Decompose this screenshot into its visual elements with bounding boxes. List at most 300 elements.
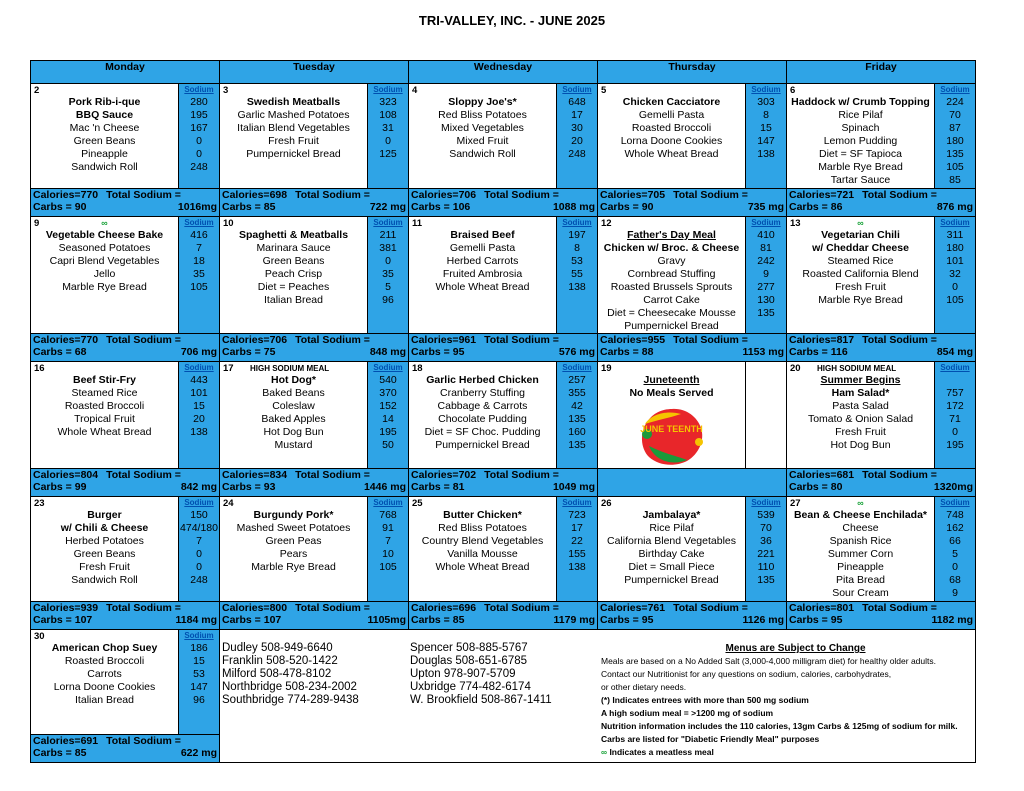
menu-item: Chicken Cacciatore: [622, 96, 721, 108]
carbs-label: Carbs =: [33, 481, 72, 493]
carbs-value: 88: [641, 346, 654, 358]
sodium-value: 15: [193, 400, 205, 412]
sodium-values: [746, 96, 786, 161]
sodium-value: 138: [568, 561, 586, 573]
sodium-value: 135: [568, 413, 586, 425]
juneteenth-logo-text: JUNE TEENTH: [640, 424, 703, 434]
carbs-label: Carbs =: [600, 201, 639, 213]
nutrition-footer: [220, 469, 409, 497]
menu-item: Roasted Brussels Sprouts: [610, 281, 733, 293]
meatless-icon: ∞: [857, 218, 864, 228]
carbs-label: Carbs =: [411, 481, 450, 493]
sodium-column: [935, 497, 976, 602]
sodium-label: Sodium: [940, 218, 970, 227]
sodium-value: 0: [196, 135, 202, 147]
high-sodium-note: HIGH SODIUM MEAL: [817, 364, 897, 373]
menu-item: Tropical Fruit: [74, 413, 135, 425]
total-sodium-value: 1088 mg: [552, 201, 595, 213]
calories-label: Calories=: [33, 735, 81, 747]
total-sodium-label: Total Sodium =: [106, 735, 181, 747]
total-sodium-label: Total Sodium =: [862, 602, 937, 614]
menu-item: Steamed Rice: [827, 255, 894, 267]
day-menu: [31, 217, 179, 334]
contact: W. Brookfield 508-867-1411: [410, 694, 552, 706]
menu-item: Lemon Pudding: [823, 135, 898, 147]
total-sodium-value: 1153 mg: [742, 346, 784, 358]
sodium-value: 7: [196, 535, 202, 547]
menu-item: Gemelli Pasta: [638, 109, 705, 121]
total-sodium-label: Total Sodium =: [295, 189, 370, 201]
carbs-value: 95: [452, 346, 465, 358]
sodium-value: 101: [946, 255, 964, 267]
sodium-value: 32: [949, 268, 961, 280]
total-sodium-value: 1320mg: [933, 481, 973, 493]
sodium-value: 9: [763, 268, 769, 280]
menu-items: [31, 362, 178, 439]
sodium-value: 186: [190, 642, 208, 654]
contact: Franklin 508-520-1422: [222, 655, 338, 667]
sodium-value: 50: [382, 439, 394, 451]
menu-items: [31, 217, 178, 294]
day-menu: [409, 84, 557, 189]
high-sodium-note: HIGH SODIUM MEAL: [250, 364, 330, 373]
menu-item: Pineapple: [81, 148, 128, 160]
day-header: Friday: [787, 61, 976, 84]
sodium-value: 10: [382, 548, 394, 560]
calories-label: Calories=: [33, 334, 81, 346]
menu-item: Spaghetti & Meatballs: [238, 229, 349, 241]
calories-value: 834: [269, 469, 288, 481]
menu-item: Sour Cream: [832, 587, 889, 599]
menu-item: Hot Dog Bun: [830, 439, 891, 451]
menu-item: Herbed Carrots: [446, 255, 519, 267]
day-menu: [787, 84, 935, 189]
total-sodium-label: Total Sodium =: [106, 189, 181, 201]
notes-line: Carbs are listed for "Diabetic Friendly Meal" purposes: [601, 734, 820, 744]
menu-item: Green Beans: [73, 548, 136, 560]
sodium-value: 15: [760, 122, 772, 134]
sodium-value: 9: [952, 587, 958, 599]
menu-item: Pork Rib-i-que: [68, 96, 141, 108]
sodium-label: Sodium: [373, 498, 403, 507]
calories-label: Calories=: [600, 189, 648, 201]
menu-item: Tartar Sauce: [830, 174, 891, 186]
day-menu: [31, 84, 179, 189]
meatless-icon: ∞: [857, 498, 864, 508]
sodium-label: Sodium: [562, 218, 592, 227]
menu-item: Cheese: [842, 522, 879, 534]
total-sodium-value: 722 mg: [369, 201, 406, 213]
week-row: [31, 497, 976, 602]
calories-label: Calories=: [789, 602, 837, 614]
calories-label: Calories=: [411, 334, 459, 346]
carbs-label: Carbs =: [222, 614, 261, 626]
menu-item: Pears: [279, 548, 308, 560]
day-menu: [598, 217, 746, 334]
nutrition-footer: [31, 334, 220, 362]
carbs-value: 107: [263, 614, 282, 626]
contact: Upton 978-907-5709: [410, 668, 516, 680]
sodium-value: 323: [379, 96, 397, 108]
contact: Spencer 508-885-5767: [410, 642, 528, 654]
total-sodium-label: Total Sodium =: [484, 602, 559, 614]
menu-items: [787, 84, 934, 187]
sodium-values: [557, 229, 597, 294]
sodium-column: [179, 84, 220, 189]
sodium-value: 68: [949, 574, 961, 586]
carbs-label: Carbs =: [411, 346, 450, 358]
total-sodium-label: Total Sodium =: [862, 469, 937, 481]
day-menu: [409, 497, 557, 602]
calories-value: 721: [836, 189, 855, 201]
menu-item: Gemelli Pasta: [449, 242, 516, 254]
sodium-value: 105: [946, 161, 964, 173]
sodium-values: [179, 374, 219, 439]
carbs-value: 95: [641, 614, 654, 626]
calories-value: 801: [836, 602, 855, 614]
day-menu: [787, 497, 935, 602]
total-sodium-label: Total Sodium =: [673, 602, 748, 614]
sodium-value: 7: [385, 535, 391, 547]
menu-items: [31, 84, 178, 174]
menu-items: [220, 217, 367, 307]
sodium-value: 96: [193, 694, 205, 706]
sodium-label: Sodium: [184, 218, 214, 227]
contact: Uxbridge 774-482-6174: [410, 681, 531, 693]
carbs-value: 90: [641, 201, 654, 213]
menu-items: [787, 362, 934, 452]
sodium-label: Sodium: [184, 631, 214, 640]
sodium-value: 138: [190, 426, 208, 438]
menu-item: Pumpernickel Bread: [246, 148, 341, 160]
total-sodium-label: Total Sodium =: [484, 334, 559, 346]
day-menu: [409, 362, 557, 469]
calories-value: 804: [80, 469, 99, 481]
menu-item: Marble Rye Bread: [818, 161, 903, 173]
total-sodium-label: Total Sodium =: [862, 189, 937, 201]
sodium-column: [935, 362, 976, 469]
menu-item: Mac 'n Cheese: [69, 122, 140, 134]
sodium-value: 172: [946, 400, 964, 412]
sodium-values: [179, 642, 219, 707]
menu-item: Marble Rye Bread: [62, 281, 147, 293]
day-number: 4: [412, 85, 418, 96]
sodium-values: [935, 229, 975, 307]
sodium-value: 55: [571, 268, 583, 280]
menu-item: Spinach: [841, 122, 880, 134]
page-title: TRI-VALLEY, INC. - JUNE 2025: [418, 13, 606, 28]
sodium-label: Sodium: [184, 363, 214, 372]
menu-item: Fresh Fruit: [268, 135, 319, 147]
carbs-value: 81: [452, 481, 465, 493]
sodium-value: 355: [568, 387, 586, 399]
menu-item: Peach Crisp: [264, 268, 323, 280]
day-header-row: [31, 61, 976, 84]
sodium-value: 155: [568, 548, 586, 560]
menu-item: Roasted Broccoli: [64, 655, 145, 667]
calories-value: 961: [458, 334, 477, 346]
nutrition-footer: [598, 334, 787, 362]
menu-items: [31, 630, 178, 707]
total-sodium-label: Total Sodium =: [295, 602, 370, 614]
total-sodium-label: Total Sodium =: [106, 469, 181, 481]
sodium-label: Sodium: [940, 498, 970, 507]
contacts-right: [410, 642, 552, 707]
menu-item: Sandwich Roll: [449, 148, 516, 160]
menu-items: [220, 362, 367, 452]
menu-item: Spanish Rice: [829, 535, 892, 547]
sodium-value: 96: [382, 294, 394, 306]
menu-item: Marinara Sauce: [256, 242, 331, 254]
menu-item: Pumpernickel Bread: [624, 574, 719, 586]
juneteenth-logo: [598, 406, 745, 468]
total-sodium-value: 1126 mg: [742, 614, 784, 626]
menu-item: Braised Beef: [450, 229, 515, 241]
sodium-label: Sodium: [562, 85, 592, 94]
nutrition-footer: [787, 602, 976, 630]
carbs-value: 86: [830, 201, 843, 213]
day-menu: [787, 362, 935, 469]
menu-item: Seasoned Potatoes: [58, 242, 151, 254]
carbs-label: Carbs =: [33, 201, 72, 213]
carbs-value: 68: [74, 346, 87, 358]
day-number: 27: [790, 498, 801, 509]
sodium-value: 0: [196, 148, 202, 160]
total-sodium-value: 876 mg: [936, 201, 973, 213]
sodium-column: [179, 630, 220, 735]
menu-item: Carrots: [87, 668, 122, 680]
sodium-value: 540: [379, 374, 397, 386]
sodium-value: 87: [949, 122, 961, 134]
carbs-label: Carbs =: [600, 346, 639, 358]
menu-item: Pumpernickel Bread: [624, 320, 719, 332]
day-number: 23: [34, 498, 45, 509]
calories-value: 706: [269, 334, 288, 346]
calories-value: 705: [647, 189, 666, 201]
sodium-column: [368, 362, 409, 469]
sodium-value: 31: [382, 122, 394, 134]
total-sodium-label: Total Sodium =: [484, 469, 559, 481]
menu-item: BBQ Sauce: [75, 109, 134, 121]
day-number: 9: [34, 218, 40, 229]
contact: Douglas 508-651-6785: [410, 655, 528, 667]
sodium-value: 248: [568, 148, 586, 160]
week-footer-row: [31, 189, 976, 217]
sodium-label: Sodium: [184, 498, 214, 507]
sodium-value: 242: [757, 255, 775, 267]
day-header: Tuesday: [220, 61, 409, 84]
total-sodium-value: 1016mg: [177, 201, 217, 213]
day-header: Thursday: [598, 61, 787, 84]
day-menu: [787, 217, 935, 334]
menu-item: Fresh Fruit: [79, 561, 130, 573]
sodium-value: 22: [571, 535, 583, 547]
total-sodium-value: 622 mg: [180, 747, 217, 759]
calories-value: 702: [458, 469, 477, 481]
sodium-value: 474/180: [180, 522, 218, 534]
carbs-label: Carbs =: [222, 481, 261, 493]
menu-item: No Meals Served: [629, 387, 714, 399]
sodium-value: 35: [193, 268, 205, 280]
calories-label: Calories=: [789, 334, 837, 346]
sodium-value: 180: [946, 135, 964, 147]
menu-item: Mixed Vegetables: [441, 122, 524, 134]
sodium-value: 5: [385, 281, 391, 293]
nutrition-footer: [220, 334, 409, 362]
sodium-value: 757: [946, 387, 964, 399]
menu-item: Pita Bread: [835, 574, 886, 586]
sodium-value: 768: [379, 509, 397, 521]
day-number: 11: [412, 218, 423, 229]
contact: Dudley 508-949-6640: [222, 642, 333, 654]
day-number: 26: [601, 498, 612, 509]
sodium-label: Sodium: [562, 363, 592, 372]
day-menu: [220, 84, 368, 189]
sodium-value: 36: [760, 535, 772, 547]
sodium-value: 0: [385, 255, 391, 267]
sodium-values: [368, 96, 408, 161]
sodium-value: 5: [952, 548, 958, 560]
sodium-value: 147: [190, 681, 208, 693]
menu-items: [31, 497, 178, 587]
menu-item: Jambalaya*: [642, 509, 701, 521]
day-menu: [31, 362, 179, 469]
carbs-label: Carbs =: [222, 201, 261, 213]
day-number: 3: [223, 85, 229, 96]
day-number: 10: [223, 218, 234, 229]
menu-items: [409, 217, 556, 294]
calories-label: Calories=: [222, 334, 270, 346]
menu-item: Mixed Fruit: [456, 135, 509, 147]
total-sodium-value: 1179 mg: [553, 614, 595, 626]
calories-label: Calories=: [600, 334, 648, 346]
sodium-column: [746, 497, 787, 602]
carbs-label: Carbs =: [411, 201, 450, 213]
menu-item: Hot Dog Bun: [263, 426, 324, 438]
sodium-value: 147: [757, 135, 775, 147]
carbs-label: Carbs =: [222, 346, 261, 358]
menu-item: American Chop Suey: [51, 642, 158, 654]
menu-item: Roasted California Blend: [802, 268, 919, 280]
menu-items: [409, 84, 556, 161]
menu-item: Mashed Sweet Potatoes: [236, 522, 351, 534]
sodium-value: 0: [196, 561, 202, 573]
menu-item: Whole Wheat Bread: [624, 148, 719, 160]
menu-item: Beef Stir-Fry: [72, 374, 136, 386]
sodium-column: [557, 84, 598, 189]
menu-items: [598, 497, 745, 587]
menu-item: w/ Chili & Cheese: [60, 522, 149, 534]
menu-item: Hot Dog*: [271, 374, 316, 386]
menu-item: Fruited Ambrosia: [442, 268, 523, 280]
menu-item: Herbed Potatoes: [65, 535, 144, 547]
calories-label: Calories=: [222, 602, 270, 614]
sodium-column: [368, 84, 409, 189]
calories-label: Calories=: [33, 469, 81, 481]
sodium-value: 8: [763, 109, 769, 121]
carbs-value: 90: [74, 201, 87, 213]
total-sodium-label: Total Sodium =: [295, 334, 370, 346]
calories-label: Calories=: [789, 469, 837, 481]
contact: Northbridge 508-234-2002: [222, 681, 357, 693]
sodium-label: Sodium: [373, 85, 403, 94]
week-footer-row: [31, 602, 976, 630]
sodium-label: Sodium: [940, 363, 970, 372]
sodium-column: [179, 217, 220, 334]
nutrition-footer: [409, 602, 598, 630]
sodium-value: 17: [571, 522, 583, 534]
calories-value: 817: [836, 334, 855, 346]
calories-value: 706: [458, 189, 477, 201]
sodium-value: 70: [949, 109, 961, 121]
total-sodium-label: Total Sodium =: [673, 189, 748, 201]
menu-item: Diet = SF Choc. Pudding: [424, 426, 541, 438]
carbs-label: Carbs =: [600, 614, 639, 626]
sodium-value: 130: [757, 294, 775, 306]
total-sodium-value: 842 mg: [180, 481, 217, 493]
sodium-value: 648: [568, 96, 586, 108]
menu-item: Carrot Cake: [643, 294, 700, 306]
sodium-value: 248: [190, 161, 208, 173]
sodium-column: [557, 497, 598, 602]
menu-item: Summer Corn: [827, 548, 894, 560]
menu-item: Butter Chicken*: [443, 509, 522, 521]
total-sodium-value: 706 mg: [180, 346, 217, 358]
sodium-value: 105: [190, 281, 208, 293]
day-number: 2: [34, 85, 40, 96]
menu-item: Diet = SF Tapioca: [819, 148, 902, 160]
sodium-value: 135: [568, 439, 586, 451]
calories-value: 681: [836, 469, 855, 481]
day-number: 25: [412, 498, 423, 509]
menu-item: Baked Beans: [262, 387, 325, 399]
menu-items: [598, 362, 745, 468]
day-menu: [220, 362, 368, 469]
day-menu: [598, 84, 746, 189]
menu-item: Vanilla Mousse: [447, 548, 518, 560]
week-row: [31, 217, 976, 334]
nutrition-footer: [787, 189, 976, 217]
sodium-value: 303: [757, 96, 775, 108]
day-number: 13: [790, 218, 801, 229]
sodium-value: 162: [946, 522, 964, 534]
sodium-value: 101: [190, 387, 208, 399]
sodium-value: 370: [379, 387, 397, 399]
menu-item: Italian Blend Vegetables: [237, 122, 350, 134]
sodium-value: 17: [571, 109, 583, 121]
nutrition-footer: [598, 469, 787, 497]
calories-value: 770: [80, 189, 99, 201]
menu-items: [409, 497, 556, 574]
nutrition-footer: [598, 189, 787, 217]
calories-label: Calories=: [222, 469, 270, 481]
sodium-value: 0: [952, 426, 958, 438]
carbs-value: 80: [830, 481, 843, 493]
sodium-value: 105: [946, 294, 964, 306]
menu-items: [220, 84, 367, 161]
sodium-value: 211: [379, 229, 397, 241]
sodium-value: 0: [196, 548, 202, 560]
sodium-value: 135: [946, 148, 964, 160]
week-row: [31, 362, 976, 469]
nutrition-footer: [409, 334, 598, 362]
menu-item: Fresh Fruit: [835, 281, 886, 293]
menu-item: Garlic Herbed Chicken: [426, 374, 539, 386]
notes-line: Meals are based on a No Added Salt (3,000-4,000 milligram diet) for healthy older adults.: [601, 656, 936, 666]
sodium-values: [368, 229, 408, 307]
day-number: 17: [223, 363, 234, 374]
calories-value: 800: [269, 602, 288, 614]
